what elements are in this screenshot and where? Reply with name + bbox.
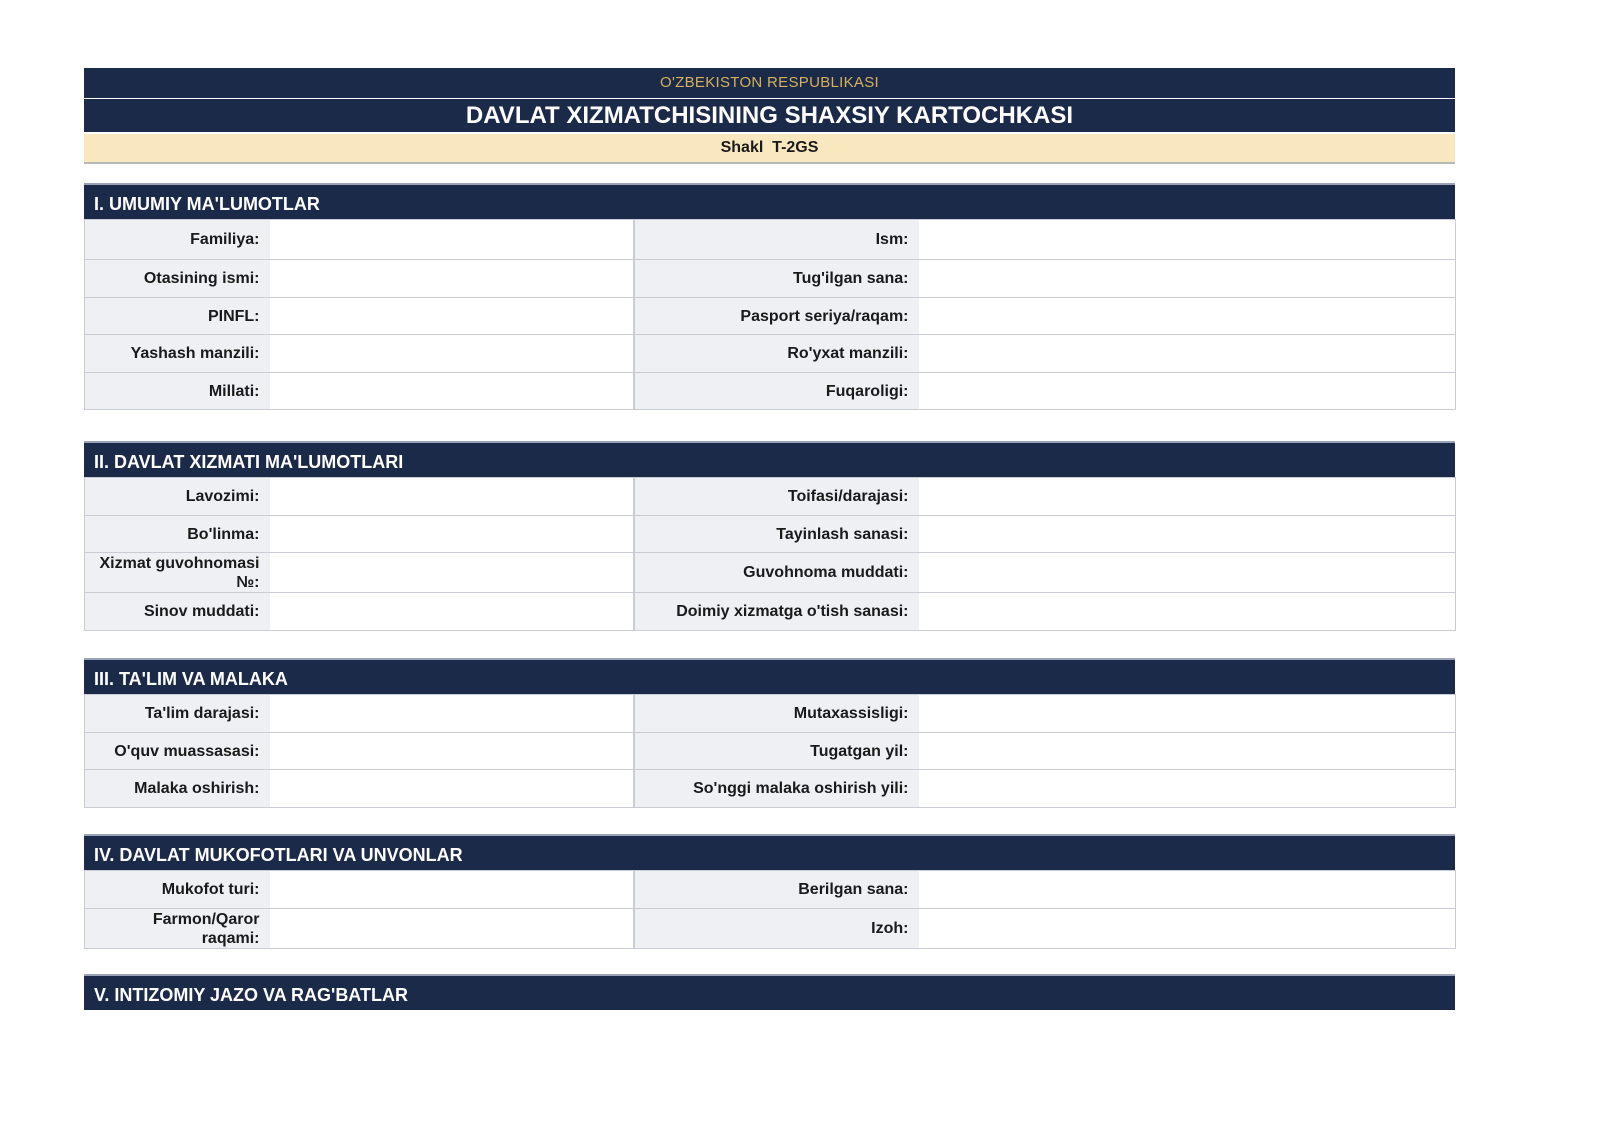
field-label: Lavozimi: (85, 478, 270, 516)
field-label: Doimiy xizmatga o'tish sanasi: (634, 593, 919, 631)
field-label: PINFL: (85, 298, 270, 335)
field-label: Yashash manzili: (85, 335, 270, 373)
field-label: Pasport seriya/raqam: (634, 298, 919, 335)
table-row (85, 909, 1456, 949)
field-label: Ism: (634, 220, 919, 260)
field-label: Tayinlash sanasi: (634, 516, 919, 553)
table-row (85, 695, 1456, 733)
field-value-lavozimi[interactable] (270, 478, 634, 516)
card-title: DAVLAT XIZMATCHISINING SHAXSIY KARTOCHKASI (84, 99, 1455, 132)
field-label: Mutaxassisligi: (634, 695, 919, 733)
table-row (85, 553, 1456, 593)
field-value-malaka-oshirish[interactable] (270, 770, 634, 808)
field-label: Tug'ilgan sana: (634, 260, 919, 298)
section-general (84, 183, 1455, 410)
awards-grid (84, 870, 1456, 949)
field-value-fuqaroligi[interactable] (919, 373, 1456, 410)
section-title: V. INTIZOMIY JAZO VA RAG'BATLAR (84, 974, 1455, 1010)
field-label: So'nggi malaka oshirish yili: (634, 770, 919, 808)
section-title: II. DAVLAT XIZMATI MA'LUMOTLARI (84, 441, 1455, 477)
field-label: Bo'linma: (85, 516, 270, 553)
field-label: Sinov muddati: (85, 593, 270, 631)
field-value-familiya[interactable] (270, 220, 634, 260)
field-value-guvohnoma-muddati[interactable] (919, 553, 1456, 593)
field-value-mutaxassisligi[interactable] (919, 695, 1456, 733)
table-row (85, 770, 1456, 808)
field-label: Millati: (85, 373, 270, 410)
field-value-tugatgan-yil[interactable] (919, 733, 1456, 770)
table-row (85, 871, 1456, 909)
table-row (85, 593, 1456, 631)
table-row (85, 220, 1456, 260)
table-row (85, 335, 1456, 373)
republic-band: O'ZBEKISTON RESPUBLIKASI (84, 68, 1455, 98)
field-label: Berilgan sana: (634, 871, 919, 909)
education-grid (84, 694, 1456, 808)
field-label: Guvohnoma muddati: (634, 553, 919, 593)
field-value-toifasi[interactable] (919, 478, 1456, 516)
field-value-bolinma[interactable] (270, 516, 634, 553)
field-value-doimiy-xizmat-sanasi[interactable] (919, 593, 1456, 631)
field-value-pinfl[interactable] (270, 298, 634, 335)
field-label: Toifasi/darajasi: (634, 478, 919, 516)
field-value-otasining-ismi[interactable] (270, 260, 634, 298)
field-label: Malaka oshirish: (85, 770, 270, 808)
field-value-millati[interactable] (270, 373, 634, 410)
field-label: Xizmat guvohnomasi №: (85, 553, 270, 593)
field-value-talim-darajasi[interactable] (270, 695, 634, 733)
section-title: IV. DAVLAT MUKOFOTLARI VA UNVONLAR (84, 834, 1455, 870)
field-value-songgi-malaka-yili[interactable] (919, 770, 1456, 808)
field-value-royxat-manzili[interactable] (919, 335, 1456, 373)
table-row (85, 733, 1456, 770)
section-service (84, 441, 1455, 631)
card-header (84, 68, 1455, 164)
service-grid (84, 477, 1456, 631)
field-label: Tugatgan yil: (634, 733, 919, 770)
table-row (85, 478, 1456, 516)
section-discipline (84, 974, 1455, 1010)
form-code-band (84, 134, 1455, 164)
field-label: Mukofot turi: (85, 871, 270, 909)
field-value-oquv-muassasasi[interactable] (270, 733, 634, 770)
field-label: Farmon/Qaror raqami: (85, 909, 270, 949)
section-title: III. TA'LIM VA MALAKA (84, 658, 1455, 694)
field-label: Izoh: (634, 909, 919, 949)
field-value-farmon-raqami[interactable] (270, 909, 634, 949)
field-value-berilgan-sana[interactable] (919, 871, 1456, 909)
field-value-izoh[interactable] (919, 909, 1456, 949)
section-education (84, 658, 1455, 808)
field-label: Ro'yxat manzili: (634, 335, 919, 373)
table-row (85, 298, 1456, 335)
general-grid (84, 219, 1456, 410)
field-label: Otasining ismi: (85, 260, 270, 298)
field-value-yashash-manzili[interactable] (270, 335, 634, 373)
field-value-sinov-muddati[interactable] (270, 593, 634, 631)
section-awards (84, 834, 1455, 949)
table-row (85, 516, 1456, 553)
field-label: Fuqaroligi: (634, 373, 919, 410)
section-title: I. UMUMIY MA'LUMOTLAR (84, 183, 1455, 219)
field-value-tugilgan-sana[interactable] (919, 260, 1456, 298)
field-value-guvohnoma-raqami[interactable] (270, 553, 634, 593)
table-row (85, 260, 1456, 298)
field-value-mukofot-turi[interactable] (270, 871, 634, 909)
field-label: O'quv muassasasi: (85, 733, 270, 770)
field-label: Familiya: (85, 220, 270, 260)
field-value-ism[interactable] (919, 220, 1456, 260)
field-value-pasport[interactable] (919, 298, 1456, 335)
field-value-tayinlash-sanasi[interactable] (919, 516, 1456, 553)
table-row (85, 373, 1456, 410)
field-label: Ta'lim darajasi: (85, 695, 270, 733)
form-code: Shakl T-2GS (720, 139, 819, 156)
